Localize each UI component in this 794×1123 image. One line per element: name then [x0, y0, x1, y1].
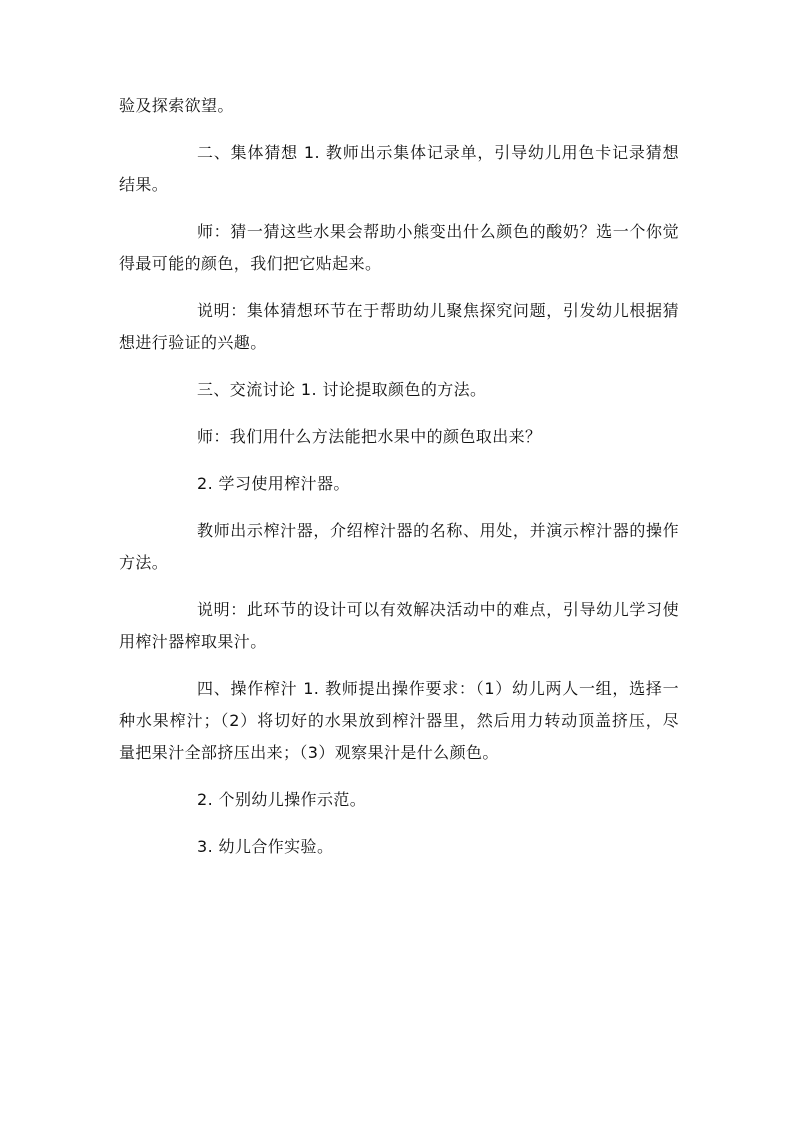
paragraph-continuation: 验及探索欲望。 [119, 96, 234, 115]
paragraph-gap [119, 579, 679, 594]
paragraph-gap [119, 122, 679, 137]
paragraph-learn-juicer: 2. 学习使用榨汁器。 [197, 474, 350, 493]
paragraph-gap [119, 658, 679, 673]
paragraph-teacher-question-method: 师：我们用什么方法能把水果中的颜色取出来？ [197, 427, 542, 446]
paragraph-gap [119, 359, 679, 374]
paragraph-explanation-guess: 说明：集体猜想环节在于帮助幼儿聚焦探究问题，引发幼儿根据猜想进行验证的兴趣。 [119, 301, 679, 352]
document-body [119, 90, 679, 863]
paragraph-gap [119, 201, 679, 216]
paragraph-discussion: 三、交流讨论 1. 讨论提取颜色的方法。 [197, 380, 487, 399]
paragraph-gap [119, 500, 679, 515]
paragraph-collective-guess: 二、集体猜想 1. 教师出示集体记录单，引导幼儿用色卡记录猜想结果。 [119, 143, 679, 194]
paragraph-teacher-demo: 教师出示榨汁器，介绍榨汁器的名称、用处，并演示榨汁器的操作方法。 [119, 521, 679, 572]
paragraph-gap [119, 769, 679, 784]
paragraph-operation-requirements: 四、操作榨汁 1. 教师提出操作要求：（1）幼儿两人一组，选择一种水果榨汁；（2）将切好的水果放到榨汁器里，然后用力转动顶盖挤压，尽量把果汁全部挤压出来；（3）观察果汁是什么颜色。 [119, 679, 679, 762]
paragraph-individual-demo: 2. 个别幼儿操作示范。 [197, 790, 367, 809]
paragraph-gap [119, 816, 679, 831]
paragraph-teacher-question-guess: 师：猜一猜这些水果会帮助小熊变出什么颜色的酸奶？选一个你觉得最可能的颜色，我们把它贴起来。 [119, 222, 679, 273]
paragraph-explanation-difficulty: 说明：此环节的设计可以有效解决活动中的难点，引导幼儿学习使用榨汁器榨取果汁。 [119, 600, 679, 651]
paragraph-cooperative-experiment: 3. 幼儿合作实验。 [197, 837, 334, 856]
paragraph-gap [119, 453, 679, 468]
paragraph-gap [119, 280, 679, 295]
paragraph-gap [119, 406, 679, 421]
